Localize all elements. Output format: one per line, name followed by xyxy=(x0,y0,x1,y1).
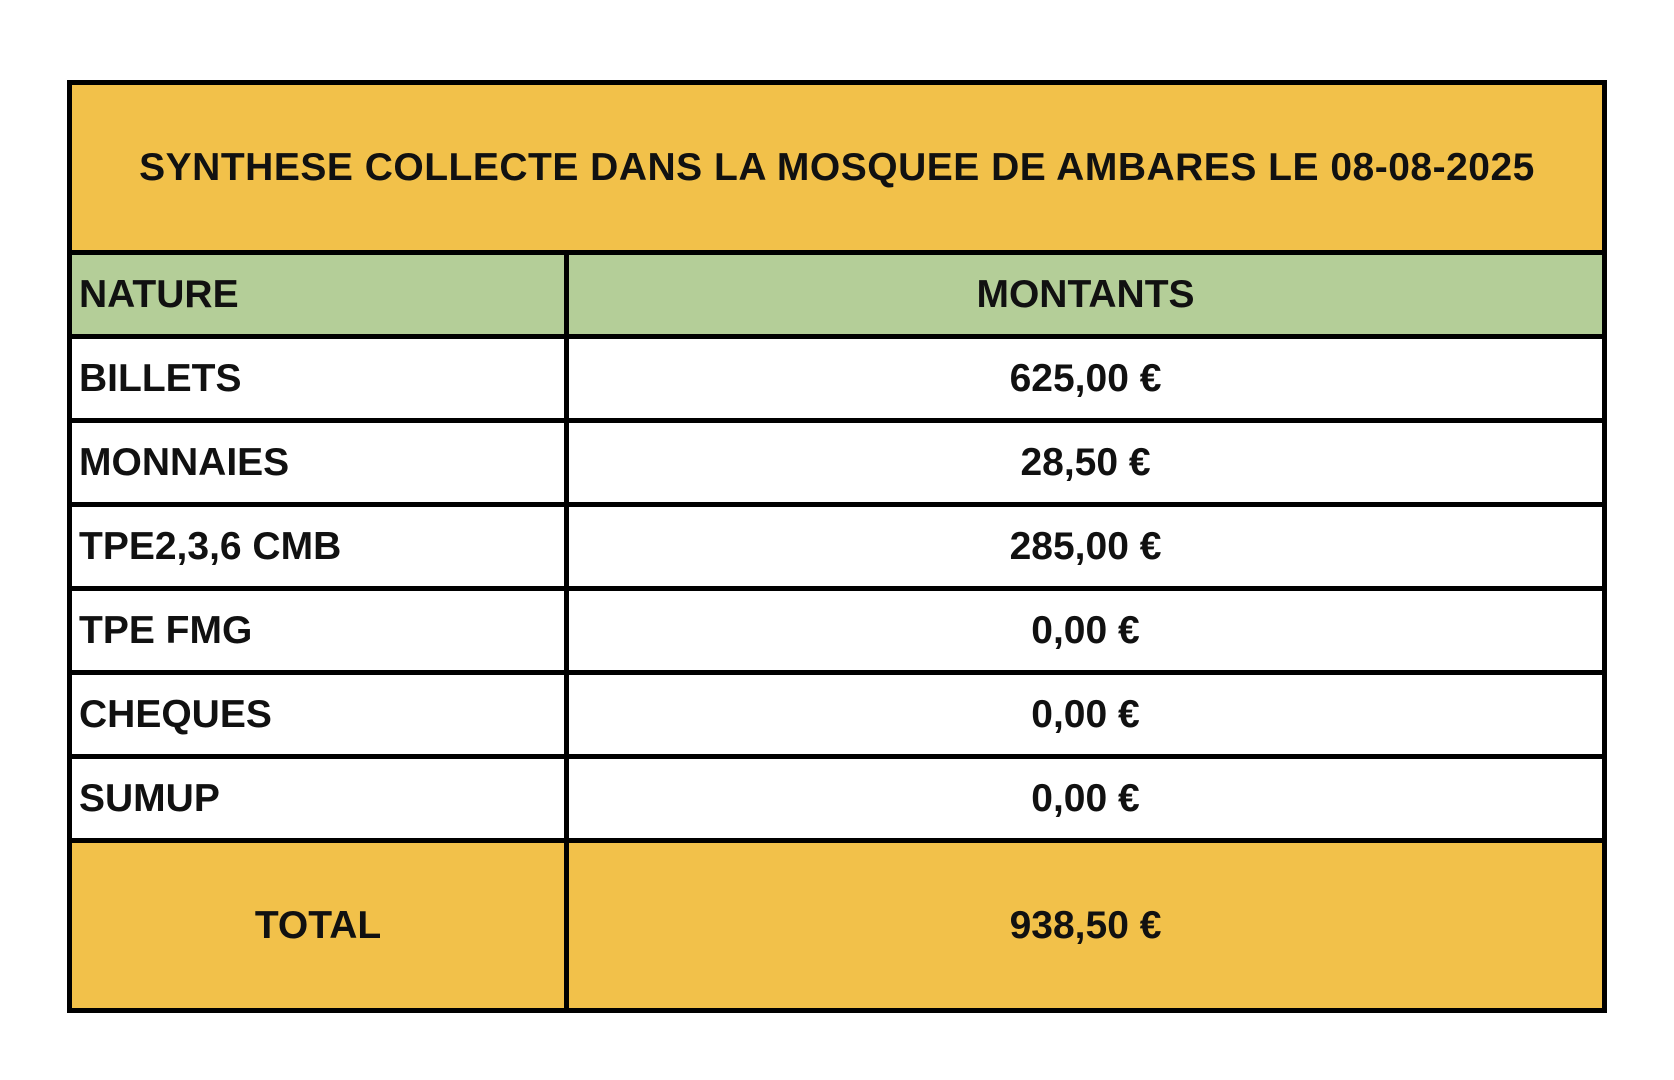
table-row xyxy=(72,339,1602,423)
table-header-row xyxy=(72,255,1602,339)
header-montants: MONTANTS xyxy=(976,272,1195,316)
table-row xyxy=(72,591,1602,675)
row-nature: TPE FMG xyxy=(72,591,569,670)
row-montant: 0,00 € xyxy=(1031,608,1140,652)
total-montant: 938,50 € xyxy=(1009,903,1162,947)
table-row xyxy=(72,759,1602,843)
row-nature: CHEQUES xyxy=(72,675,569,754)
table-row xyxy=(72,675,1602,759)
row-montant: 625,00 € xyxy=(1009,356,1162,400)
total-label: TOTAL xyxy=(72,843,569,1008)
total-row xyxy=(72,843,1602,1008)
row-nature: SUMUP xyxy=(72,759,569,838)
table-title: SYNTHESE COLLECTE DANS LA MOSQUEE DE AMBARES LE 08-08-2025 xyxy=(72,85,1602,255)
row-nature: TPE2,3,6 CMB xyxy=(72,507,569,586)
header-nature: NATURE xyxy=(72,255,569,334)
row-montant: 0,00 € xyxy=(1031,776,1140,820)
row-nature: BILLETS xyxy=(72,339,569,418)
table-row xyxy=(72,507,1602,591)
row-montant: 28,50 € xyxy=(1020,440,1151,484)
row-montant: 285,00 € xyxy=(1009,524,1162,568)
collection-summary-table xyxy=(67,80,1607,1013)
row-montant: 0,00 € xyxy=(1031,692,1140,736)
row-nature: MONNAIES xyxy=(72,423,569,502)
table-row xyxy=(72,423,1602,507)
